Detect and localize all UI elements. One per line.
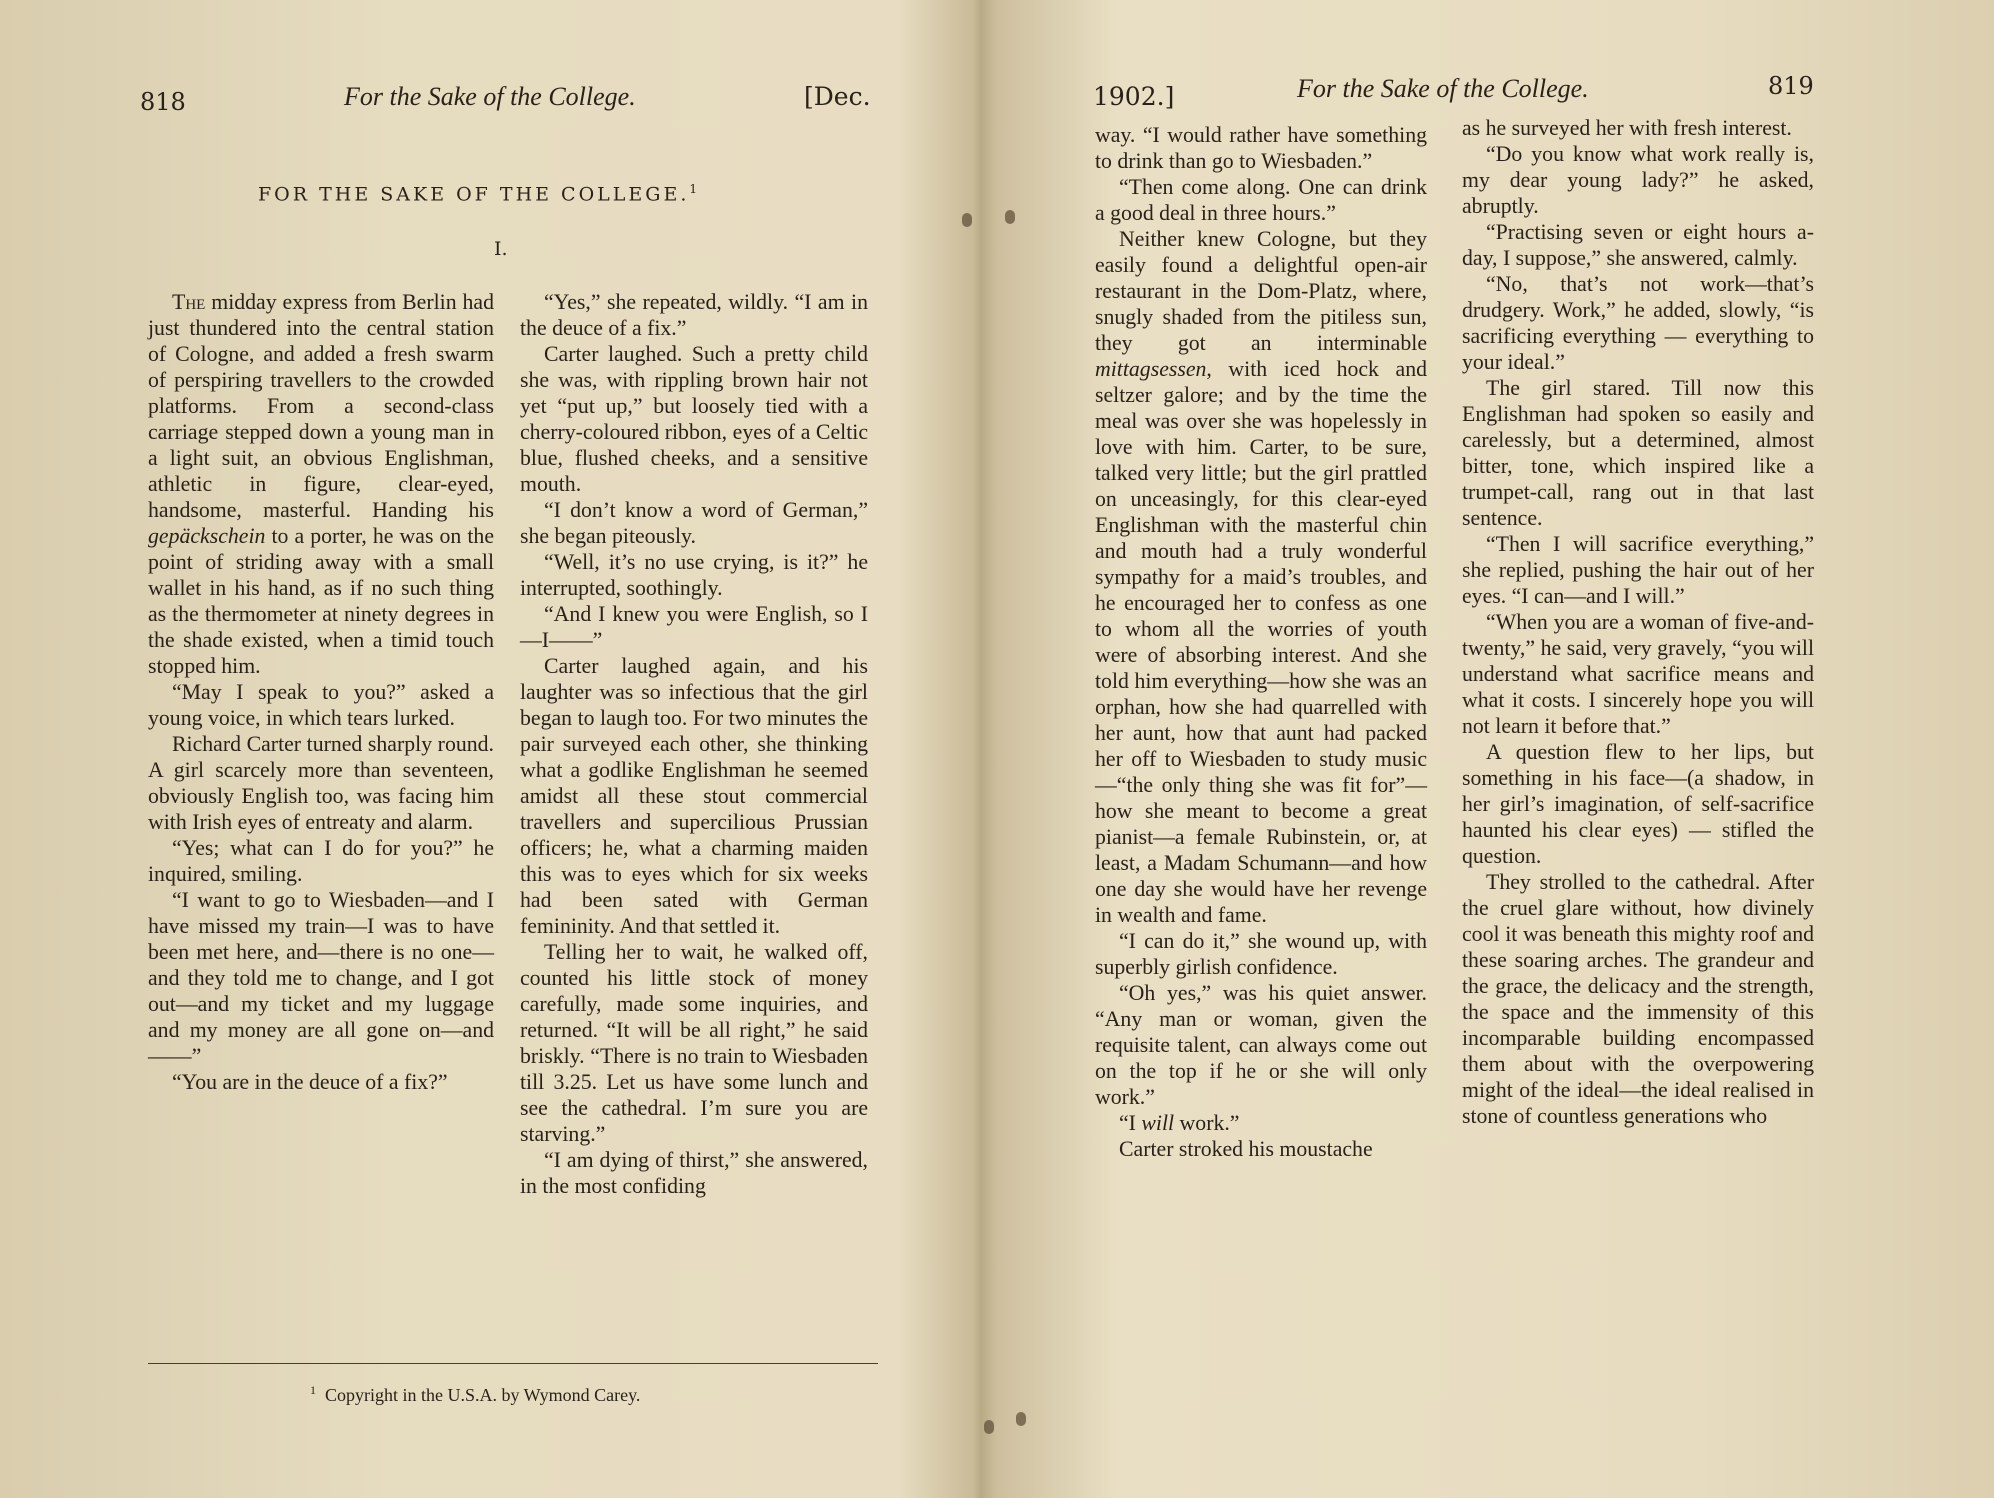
left-running-date: [Dec. xyxy=(804,82,871,111)
left-page-number: 818 xyxy=(140,88,186,116)
paragraph: The girl stared. Till now this Englishman had spoken so easily and carelessly, but a determined, almost bitter, tone, which inspired like a trumpet-call, rang out in that last sentence. xyxy=(1462,376,1814,530)
paragraph: “Yes,” she repeated, wildly. “I am in the deuce of a fix.” xyxy=(520,290,868,340)
paragraph: Carter laughed again, and his laughter was so infectious that the girl began to laugh too. For two minutes the pair surveyed each other, she thinking what a godlike Englishman he seemed amidst all these stout commercial travellers and supercilious Prussian officers; he, what a charming maiden this was to eyes which for six weeks had been sated with German femininity. And that settled it. xyxy=(520,654,868,938)
paragraph: The midday express from Berlin had just thundered into the central station of Cologne, and added a fresh swarm of perspiring travellers to the crowded platforms. From a second-class carriage stepped down a young man in a light suit, an obvious Englishman, athletic in figure, clear-eyed, handsome, masterful. Handing his gepäckschein to a porter, he was on the point of striding away with a small wallet in his hand, as if no such thing as the thermometer at ninety degrees in the shade existed, when a timid touch stopped him. xyxy=(148,290,494,678)
paragraph: “Then I will sacrifice everything,” she replied, pushing the hair out of her eyes. “I can—and I will.” xyxy=(1462,532,1814,608)
paragraph: “I don’t know a word of German,” she began piteously. xyxy=(520,498,868,548)
right-page xyxy=(985,0,1994,1498)
binding-thread-mark xyxy=(962,213,972,227)
paragraph: as he surveyed her with fresh interest. xyxy=(1462,116,1792,140)
paragraph: “When you are a woman of five-and-twenty,” he said, very gravely, “you will understand what sacrifice means and what it costs. I sincerely hope you will not learn it before that.” xyxy=(1462,610,1814,738)
paragraph: Carter laughed. Such a pretty child she was, with rippling brown hair not yet “put up,” but loosely tied with a cherry-coloured ribbon, eyes of a Celtic blue, flushed cheeks, and a sensitive mouth. xyxy=(520,342,868,496)
paragraph: “I can do it,” she wound up, with superbly girlish confidence. xyxy=(1095,929,1427,979)
right-column-1 xyxy=(1095,122,1427,1162)
article-title: FOR THE SAKE OF THE COLLEGE.$^1$ xyxy=(258,182,697,206)
paragraph: Richard Carter turned sharply round. A girl scarcely more than seventeen, obviously English too, was facing him with Irish eyes of entreaty and alarm. xyxy=(148,732,494,834)
paragraph: Telling her to wait, he walked off, counted his little stock of money carefully, made some inquiries, and returned. “It will be all right,” he said briskly. “There is no train to Wiesbaden till 3.25. Let us have some lunch and see the cathedral. I’m sure you are starving.” xyxy=(520,940,868,1146)
left-column-2 xyxy=(520,289,868,1199)
footnote-rule xyxy=(148,1363,878,1364)
paragraph: “Well, it’s no use crying, is it?” he interrupted, soothingly. xyxy=(520,550,868,600)
paragraph: “You are in the deuce of a fix?” xyxy=(172,1070,448,1094)
paragraph: Neither knew Cologne, but they easily found a delightful open-air restaurant in the Dom-Platz, where, snugly shaded from the pitiless sun, they got an interminable mittagsessen, with iced hock and seltzer galore; and by the time the meal was over she was hopelessly in love with him. Carter, to be sure, talked very little; but the girl prattled on unceasingly, for this clear-eyed Englishman with the masterful chin and mouth had a truly wonderful sympathy for a maid’s troubles, and he encouraged her to confess as one to whom all the worries of youth were of absorbing interest. And she told him everything—how she was an orphan, how she had quarrelled with her aunt, how that aunt had packed her off to Wiesbaden to study music—“the only thing she was fit for”—how she meant to become a great pianist—a female Rubinstein, or, at least, a Madam Schumann—and how one day she would have her revenge in wealth and fame. xyxy=(1095,227,1427,927)
paragraph: Carter stroked his moustache xyxy=(1119,1137,1373,1161)
right-page-number: 819 xyxy=(1768,72,1814,100)
right-column-2 xyxy=(1462,115,1814,1129)
paragraph: “May I speak to you?” asked a young voice, in which tears lurked. xyxy=(148,680,494,730)
paragraph: “Yes; what can I do for you?” he inquired, smiling. xyxy=(148,836,494,886)
footnote: $^1$ Copyright in the U.S.A. by Wymond Carey. xyxy=(310,1383,641,1405)
paragraph: A question flew to her lips, but something in his face—(a shadow, in her girl’s imagination, of self-sacrifice haunted his clear eyes) — stifled the question. xyxy=(1462,740,1814,868)
paragraph: “No, that’s not work—that’s drudgery. Work,” he added, slowly, “is sacrificing everything — everything to your ideal.” xyxy=(1462,272,1814,374)
paragraph: “I want to go to Wiesbaden—and I have missed my train—I was to have been met here, and—there is no one—and they told me to change, and I got out—and my ticket and my luggage and my money are all gone on—and——” xyxy=(148,888,494,1068)
paragraph: “Oh yes,” was his quiet answer. “Any man or woman, given the requisite talent, can always come out on the top if he or she will only work.” xyxy=(1095,981,1427,1109)
paragraph: “Then come along. One can drink a good deal in three hours.” xyxy=(1095,175,1427,225)
paragraph: “Do you know what work really is, my dear young lady?” he asked, abruptly. xyxy=(1462,142,1814,218)
right-running-title: For the Sake of the College. xyxy=(1297,74,1589,103)
paragraph: “And I knew you were English, so I—I——” xyxy=(520,602,868,652)
left-page xyxy=(0,0,985,1498)
paragraph: way. “I would rather have something to drink than go to Wiesbaden.” xyxy=(1095,123,1427,173)
footnote-marker: 1 xyxy=(689,182,697,196)
section-number: I. xyxy=(494,238,508,260)
paragraph: “Practising seven or eight hours a-day, I suppose,” she answered, calmly. xyxy=(1462,220,1814,270)
right-running-date: 1902.] xyxy=(1093,82,1175,111)
paragraph: “I will work.” xyxy=(1119,1111,1240,1135)
paragraph: “I am dying of thirst,” she answered, in the most confiding xyxy=(520,1148,868,1198)
left-running-title: For the Sake of the College. xyxy=(344,82,636,111)
paragraph: They strolled to the cathedral. After the cruel glare without, how divinely cool it was beneath this mighty roof and these soaring arches. The grandeur and the grace, the delicacy and the strength, the space and the immensity of this incomparable building encompassed them about with the overpowering might of the ideal—the ideal realised in stone of countless generations who xyxy=(1462,870,1814,1128)
left-column-1 xyxy=(148,289,494,1095)
